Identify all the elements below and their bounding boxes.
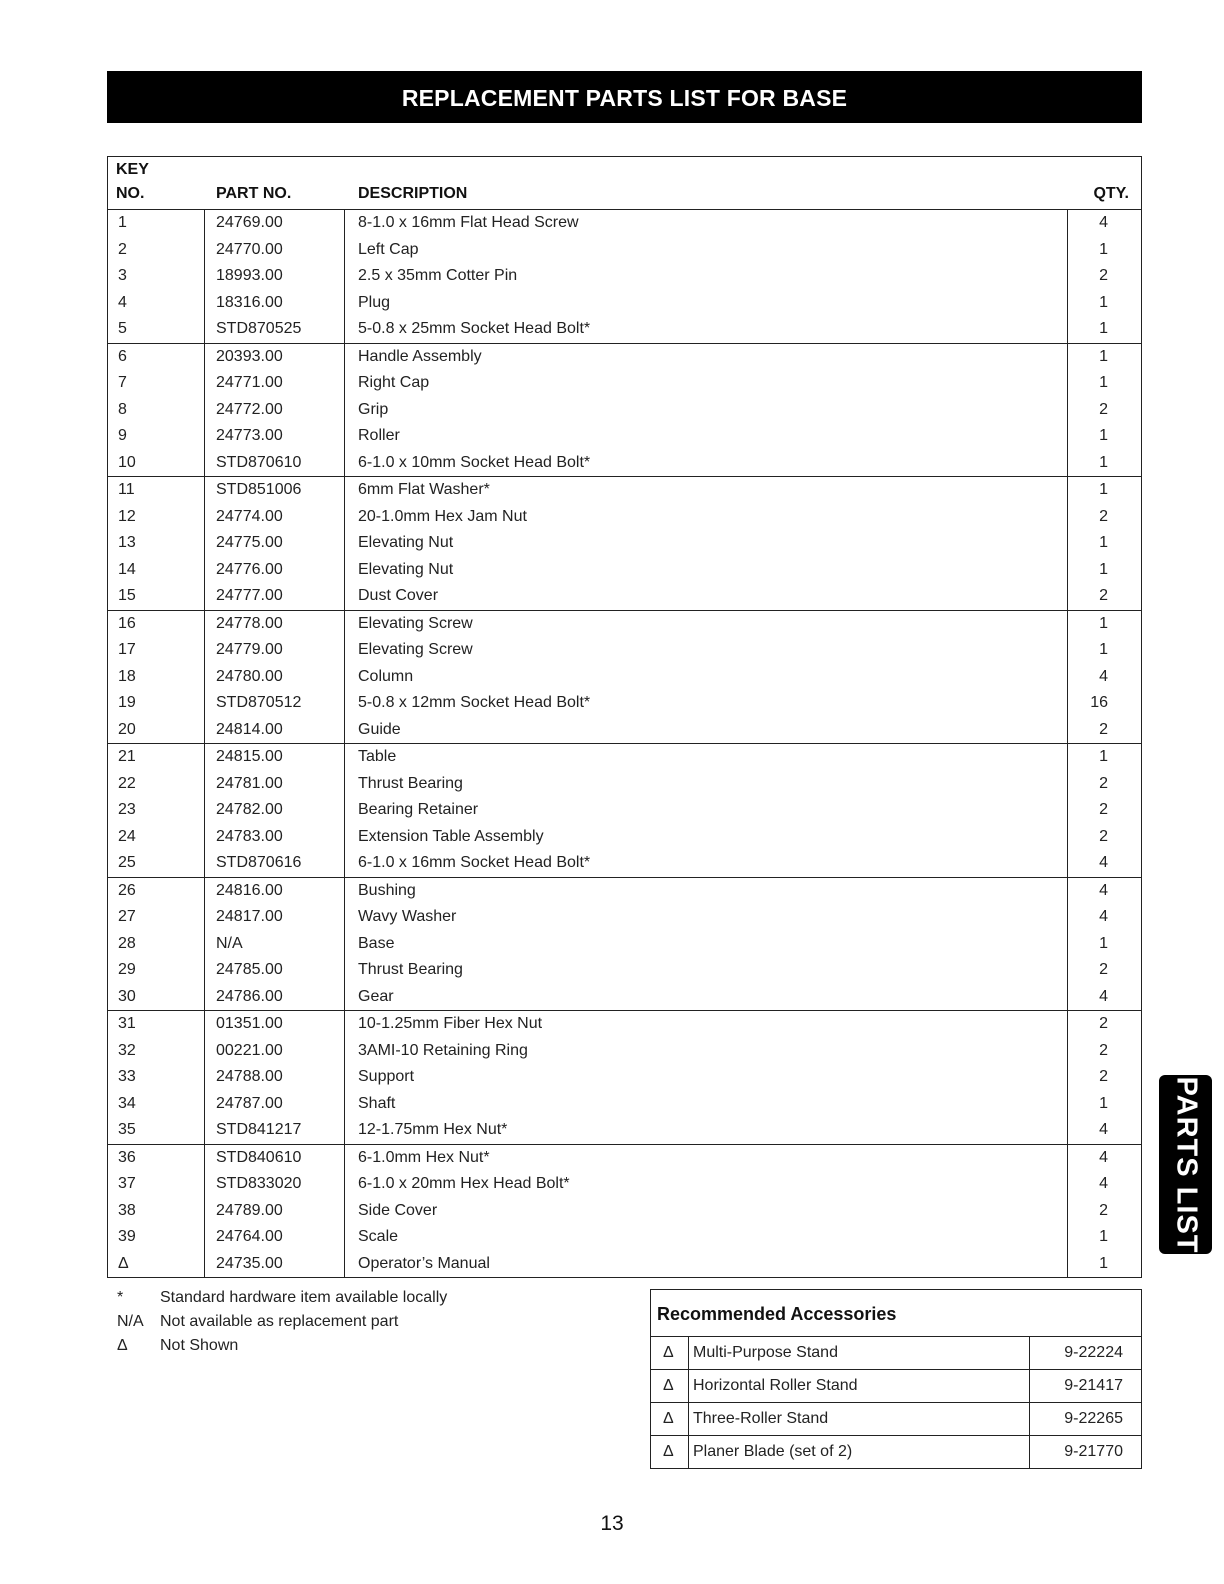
qty-cell: 1	[1099, 534, 1108, 551]
qty-cell: 4	[1099, 908, 1108, 925]
qty-cell: 2	[1099, 1201, 1108, 1219]
table-row	[108, 984, 1141, 1011]
qty-cell: 2	[1099, 507, 1108, 525]
description-cell: Roller	[358, 427, 400, 444]
table-row-group	[108, 210, 1141, 344]
qty-cell: 4	[1099, 854, 1108, 871]
accessory-symbol: Δ	[663, 1344, 674, 1361]
part-no-cell: 24785.00	[216, 961, 283, 978]
accessory-part-no: 9-22224	[1064, 1344, 1123, 1361]
key-no-cell: 26	[118, 881, 136, 899]
key-no-cell: 13	[118, 534, 136, 551]
table-row	[108, 290, 1141, 317]
description-cell: 8-1.0 x 16mm Flat Head Screw	[358, 214, 579, 231]
part-no-cell: 18993.00	[216, 267, 283, 284]
accessory-symbol: Δ	[663, 1443, 674, 1460]
qty-cell: 1	[1099, 320, 1108, 337]
qty-cell: 4	[1099, 1148, 1108, 1166]
description-cell: Table	[358, 748, 397, 765]
table-row	[108, 477, 1141, 504]
key-no-cell: 1	[118, 214, 127, 231]
key-no-cell: 20	[118, 720, 136, 738]
header-description: DESCRIPTION	[358, 185, 468, 202]
table-row	[108, 771, 1141, 798]
key-no-cell: 32	[118, 1041, 136, 1059]
table-row	[108, 530, 1141, 557]
accessory-row	[651, 1337, 1141, 1370]
table-row	[108, 1171, 1141, 1198]
accessories-body	[651, 1337, 1141, 1468]
accessory-symbol: Δ	[663, 1410, 674, 1427]
part-no-cell: STD841217	[216, 1121, 302, 1138]
description-cell: 10-1.25mm Fiber Hex Nut	[358, 1015, 543, 1032]
key-no-cell: 8	[118, 400, 127, 418]
table-row	[108, 263, 1141, 290]
description-cell: Handle Assembly	[358, 347, 482, 365]
table-row	[108, 1145, 1141, 1172]
table-row	[108, 450, 1141, 477]
table-row	[108, 957, 1141, 984]
part-no-cell: STD870525	[216, 320, 302, 337]
qty-cell: 4	[1099, 214, 1108, 231]
accessory-row	[651, 1403, 1141, 1436]
description-cell: 6-1.0 x 16mm Socket Head Bolt*	[358, 854, 591, 871]
description-cell: Elevating Nut	[358, 560, 454, 578]
part-no-cell: STD870616	[216, 854, 302, 871]
key-no-cell: 29	[118, 961, 136, 978]
part-no-cell: 24782.00	[216, 801, 283, 818]
accessory-symbol: Δ	[663, 1377, 674, 1394]
description-cell: Support	[358, 1068, 415, 1085]
part-no-cell: 24779.00	[216, 641, 283, 658]
accessory-row	[651, 1436, 1141, 1468]
part-no-cell: 24770.00	[216, 240, 283, 258]
qty-cell: 2	[1099, 801, 1108, 818]
qty-cell: 2	[1099, 1015, 1108, 1032]
part-no-cell: 24817.00	[216, 908, 283, 925]
key-no-cell: 34	[118, 1094, 136, 1112]
accessory-description: Horizontal Roller Stand	[693, 1377, 858, 1394]
description-cell: 6-1.0mm Hex Nut*	[358, 1148, 490, 1166]
part-no-cell: 24814.00	[216, 720, 283, 738]
key-no-cell: 12	[118, 507, 136, 525]
qty-cell: 2	[1099, 267, 1108, 284]
qty-cell: 1	[1099, 614, 1108, 632]
table-row	[108, 637, 1141, 664]
key-no-cell: 23	[118, 801, 136, 818]
description-cell: Extension Table Assembly	[358, 827, 544, 845]
key-no-cell: 30	[118, 987, 136, 1005]
part-no-cell: 24764.00	[216, 1228, 283, 1245]
part-no-cell: 24776.00	[216, 560, 283, 578]
table-row	[108, 504, 1141, 531]
description-cell: Right Cap	[358, 374, 430, 391]
key-no-cell: 27	[118, 908, 136, 925]
qty-cell: 2	[1099, 961, 1108, 978]
description-cell: Elevating Screw	[358, 614, 473, 632]
key-no-cell: 9	[118, 427, 127, 444]
table-row-group	[108, 477, 1141, 611]
part-no-cell: 24786.00	[216, 987, 283, 1005]
accessory-row	[651, 1370, 1141, 1403]
footnote-text: Not available as replacement part	[160, 1313, 399, 1330]
description-cell: 5-0.8 x 12mm Socket Head Bolt*	[358, 694, 591, 711]
part-no-cell: N/A	[216, 934, 243, 952]
table-row	[108, 1011, 1141, 1038]
qty-cell: 1	[1099, 240, 1108, 258]
key-no-cell: 15	[118, 587, 136, 604]
accessory-description: Multi-Purpose Stand	[693, 1344, 838, 1361]
qty-cell: 1	[1099, 453, 1108, 471]
table-row	[108, 370, 1141, 397]
key-no-cell: 5	[118, 320, 127, 337]
key-no-cell: 2	[118, 240, 127, 258]
table-row	[108, 1224, 1141, 1251]
table-row	[108, 1251, 1141, 1278]
key-no-cell: 25	[118, 854, 136, 871]
section-tab-label: PARTS LIST	[1170, 1075, 1202, 1254]
part-no-cell: 24788.00	[216, 1068, 283, 1085]
qty-cell: 1	[1099, 1094, 1108, 1112]
accessory-part-no: 9-21417	[1064, 1377, 1123, 1394]
part-no-cell: 24772.00	[216, 400, 283, 418]
description-cell: 3AMI-10 Retaining Ring	[358, 1041, 528, 1059]
key-no-cell: 19	[118, 694, 136, 711]
qty-cell: 4	[1099, 987, 1108, 1005]
description-cell: Guide	[358, 720, 401, 738]
table-row	[108, 1117, 1141, 1144]
table-row	[108, 1064, 1141, 1091]
key-no-cell: 14	[118, 560, 136, 578]
key-no-cell: 18	[118, 667, 136, 685]
table-row	[108, 557, 1141, 584]
recommended-accessories-table	[650, 1289, 1142, 1469]
page-title-banner	[107, 71, 1142, 123]
table-row	[108, 344, 1141, 371]
qty-cell: 1	[1099, 1254, 1108, 1272]
part-no-cell: 01351.00	[216, 1015, 283, 1032]
table-row	[108, 210, 1141, 237]
description-cell: Shaft	[358, 1094, 396, 1112]
table-row	[108, 797, 1141, 824]
description-cell: Operator’s Manual	[358, 1254, 490, 1272]
qty-cell: 2	[1099, 587, 1108, 604]
qty-cell: 1	[1099, 374, 1108, 391]
part-no-cell: 24777.00	[216, 587, 283, 604]
part-no-cell: 24778.00	[216, 614, 283, 632]
part-no-cell: 24771.00	[216, 374, 283, 391]
footnote-symbol: *	[117, 1289, 124, 1306]
header-key-line2: NO.	[116, 185, 145, 202]
qty-cell: 4	[1099, 1121, 1108, 1138]
table-row	[108, 690, 1141, 717]
part-no-cell: 24780.00	[216, 667, 283, 685]
table-row-group	[108, 1145, 1141, 1278]
accessory-description: Three-Roller Stand	[693, 1410, 829, 1427]
accessory-part-no: 9-21770	[1064, 1443, 1123, 1460]
header-part-no: PART NO.	[216, 185, 292, 202]
footnote-text: Not Shown	[160, 1337, 239, 1354]
table-body	[108, 210, 1141, 1277]
description-cell: Wavy Washer	[358, 908, 457, 925]
key-no-cell: 33	[118, 1068, 136, 1085]
part-no-cell: STD870512	[216, 694, 302, 711]
part-no-cell: 24781.00	[216, 774, 283, 792]
qty-cell: 2	[1099, 720, 1108, 738]
part-no-cell: STD870610	[216, 453, 302, 471]
part-no-cell: 24783.00	[216, 827, 283, 845]
table-row	[108, 583, 1141, 610]
table-row-group	[108, 878, 1141, 1012]
description-cell: Left Cap	[358, 240, 419, 258]
key-no-cell: 17	[118, 641, 136, 658]
qty-cell: 1	[1099, 748, 1108, 765]
part-no-cell: 24787.00	[216, 1094, 283, 1112]
table-row	[108, 717, 1141, 744]
key-no-cell: 11	[118, 481, 135, 498]
qty-cell: 1	[1099, 293, 1108, 311]
table-row	[108, 397, 1141, 424]
table-row	[108, 931, 1141, 958]
description-cell: Grip	[358, 400, 389, 418]
qty-cell: 4	[1099, 1175, 1108, 1192]
part-no-cell: 00221.00	[216, 1041, 283, 1059]
qty-cell: 1	[1099, 641, 1108, 658]
qty-cell: 2	[1099, 1041, 1108, 1059]
key-no-cell: 21	[118, 748, 136, 765]
qty-cell: 4	[1099, 667, 1108, 685]
part-no-cell: 24735.00	[216, 1254, 283, 1272]
key-no-cell: 4	[118, 293, 127, 311]
qty-cell: 16	[1090, 694, 1108, 711]
description-cell: Plug	[358, 293, 391, 311]
table-row	[108, 237, 1141, 264]
table-row	[108, 664, 1141, 691]
qty-cell: 1	[1099, 427, 1108, 444]
description-cell: Thrust Bearing	[358, 961, 463, 978]
description-cell: Thrust Bearing	[358, 774, 463, 792]
accessories-title: Recommended Accessories	[651, 1290, 1141, 1337]
part-no-cell: 24774.00	[216, 507, 283, 525]
description-cell: Elevating Screw	[358, 641, 473, 658]
qty-cell: 2	[1099, 827, 1108, 845]
qty-cell: 4	[1099, 881, 1108, 899]
description-cell: Bearing Retainer	[358, 801, 479, 818]
part-no-cell: 24769.00	[216, 214, 283, 231]
key-no-cell: 22	[118, 774, 136, 792]
qty-cell: 1	[1099, 934, 1108, 952]
key-no-cell: 3	[118, 267, 127, 284]
part-no-cell: 24773.00	[216, 427, 283, 444]
description-cell: 6mm Flat Washer*	[358, 481, 490, 498]
page-number: 13	[600, 1512, 624, 1535]
table-row	[108, 423, 1141, 450]
page-title: REPLACEMENT PARTS LIST FOR BASE	[401, 85, 848, 111]
description-cell: Side Cover	[358, 1201, 438, 1219]
description-cell: Dust Cover	[358, 587, 439, 604]
description-cell: Bushing	[358, 881, 416, 899]
key-no-cell: 37	[118, 1175, 136, 1192]
description-cell: 5-0.8 x 25mm Socket Head Bolt*	[358, 320, 591, 337]
header-key-line1: KEY	[116, 161, 149, 178]
qty-cell: 1	[1099, 481, 1108, 498]
description-cell: Column	[358, 667, 414, 685]
description-cell: Elevating Nut	[358, 534, 454, 551]
qty-cell: 2	[1099, 774, 1108, 792]
header-qty: QTY.	[1093, 185, 1129, 202]
table-row	[108, 850, 1141, 877]
key-no-cell: 6	[118, 347, 127, 365]
part-no-cell: 24816.00	[216, 881, 283, 899]
table-row	[108, 1038, 1141, 1065]
parts-table	[107, 156, 1142, 1278]
description-cell: 2.5 x 35mm Cotter Pin	[358, 267, 518, 284]
key-no-cell: 38	[118, 1201, 136, 1219]
table-row	[108, 1198, 1141, 1225]
key-no-cell: Δ	[118, 1254, 129, 1272]
table-row	[108, 316, 1141, 343]
table-row-group	[108, 611, 1141, 745]
description-cell: 6-1.0 x 20mm Hex Head Bolt*	[358, 1175, 570, 1192]
key-no-cell: 28	[118, 934, 136, 952]
qty-cell: 1	[1099, 560, 1108, 578]
key-no-cell: 10	[118, 453, 136, 471]
table-row-group	[108, 1011, 1141, 1145]
description-cell: Base	[358, 934, 395, 952]
table-header	[108, 157, 1141, 210]
key-no-cell: 31	[118, 1015, 136, 1032]
key-no-cell: 36	[118, 1148, 136, 1166]
table-row	[108, 878, 1141, 905]
table-row-group	[108, 744, 1141, 878]
section-tab	[1159, 1075, 1212, 1254]
table-row	[108, 904, 1141, 931]
key-no-cell: 24	[118, 827, 136, 845]
part-no-cell: STD851006	[216, 481, 302, 498]
description-cell: 20-1.0mm Hex Jam Nut	[358, 507, 527, 525]
part-no-cell: 20393.00	[216, 347, 283, 365]
key-no-cell: 16	[118, 614, 136, 632]
part-no-cell: 24815.00	[216, 748, 283, 765]
part-no-cell: STD840610	[216, 1148, 302, 1166]
footnote-symbol: Δ	[117, 1337, 128, 1354]
key-no-cell: 7	[118, 374, 127, 391]
part-no-cell: 24775.00	[216, 534, 283, 551]
description-cell: 12-1.75mm Hex Nut*	[358, 1121, 508, 1138]
footnote-text: Standard hardware item available locally	[160, 1289, 448, 1306]
accessory-description: Planer Blade (set of 2)	[693, 1443, 853, 1460]
qty-cell: 2	[1099, 1068, 1108, 1085]
table-row	[108, 1091, 1141, 1118]
part-no-cell: STD833020	[216, 1175, 302, 1192]
part-no-cell: 24789.00	[216, 1201, 283, 1219]
part-no-cell: 18316.00	[216, 293, 283, 311]
footnote-symbol: N/A	[117, 1313, 144, 1330]
qty-cell: 2	[1099, 400, 1108, 418]
description-cell: Gear	[358, 987, 394, 1005]
description-cell: Scale	[358, 1228, 399, 1245]
table-row	[108, 744, 1141, 771]
key-no-cell: 35	[118, 1121, 136, 1138]
table-row-group	[108, 344, 1141, 478]
qty-cell: 1	[1099, 1228, 1108, 1245]
key-no-cell: 39	[118, 1228, 136, 1245]
table-row	[108, 824, 1141, 851]
accessory-part-no: 9-22265	[1064, 1410, 1123, 1427]
description-cell: 6-1.0 x 10mm Socket Head Bolt*	[358, 453, 591, 471]
qty-cell: 1	[1099, 347, 1108, 365]
table-row	[108, 611, 1141, 638]
